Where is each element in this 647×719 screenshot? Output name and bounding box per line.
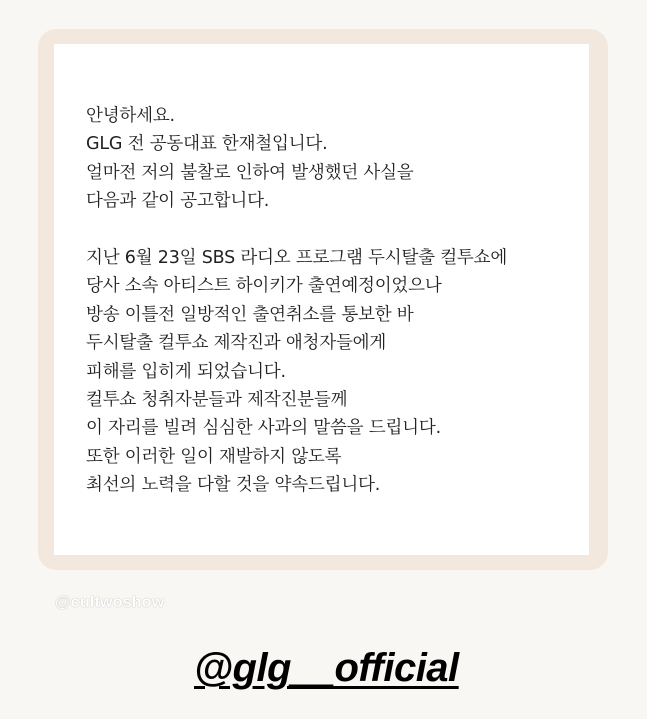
source-mention-tag[interactable]: @cultwoshow xyxy=(55,594,165,611)
notice-line: 두시탈출 컬투쇼 제작진과 애청자들에게 xyxy=(86,333,387,354)
notice-line: 다음과 같이 공고합니다. xyxy=(86,191,270,212)
notice-line: 얼마전 저의 불찰로 인하여 발생했던 사실을 xyxy=(86,162,414,183)
notice-line: 이 자리를 빌려 심심한 사과의 말씀을 드립니다. xyxy=(86,418,441,439)
notice-line: 방송 이틀전 일방적인 출연취소를 통보한 바 xyxy=(86,304,414,325)
notice-line: 또한 이러한 일이 재발하지 않도록 xyxy=(86,446,342,467)
notice-paper xyxy=(54,44,589,555)
notice-line: GLG 전 공동대표 한재철입니다. xyxy=(86,134,328,155)
notice-line: 지난 6월 23일 SBS 라디오 프로그램 두시탈출 컬투쇼에 xyxy=(86,247,508,268)
account-handle-link[interactable]: @glg__official xyxy=(194,646,459,690)
notice-line: 피해를 입히게 되었습니다. xyxy=(86,361,286,382)
notice-line: 컬투쇼 청취자분들과 제작진분들께 xyxy=(86,389,348,410)
notice-body xyxy=(86,102,576,499)
notice-line: 안녕하세요. xyxy=(86,106,175,126)
notice-blank-line xyxy=(86,216,576,244)
notice-line: 최선의 노력을 다할 것을 약속드립니다. xyxy=(86,475,381,496)
story-card xyxy=(38,29,608,570)
notice-line: 당사 소속 아티스트 하이키가 출연예정이었으나 xyxy=(86,276,442,297)
